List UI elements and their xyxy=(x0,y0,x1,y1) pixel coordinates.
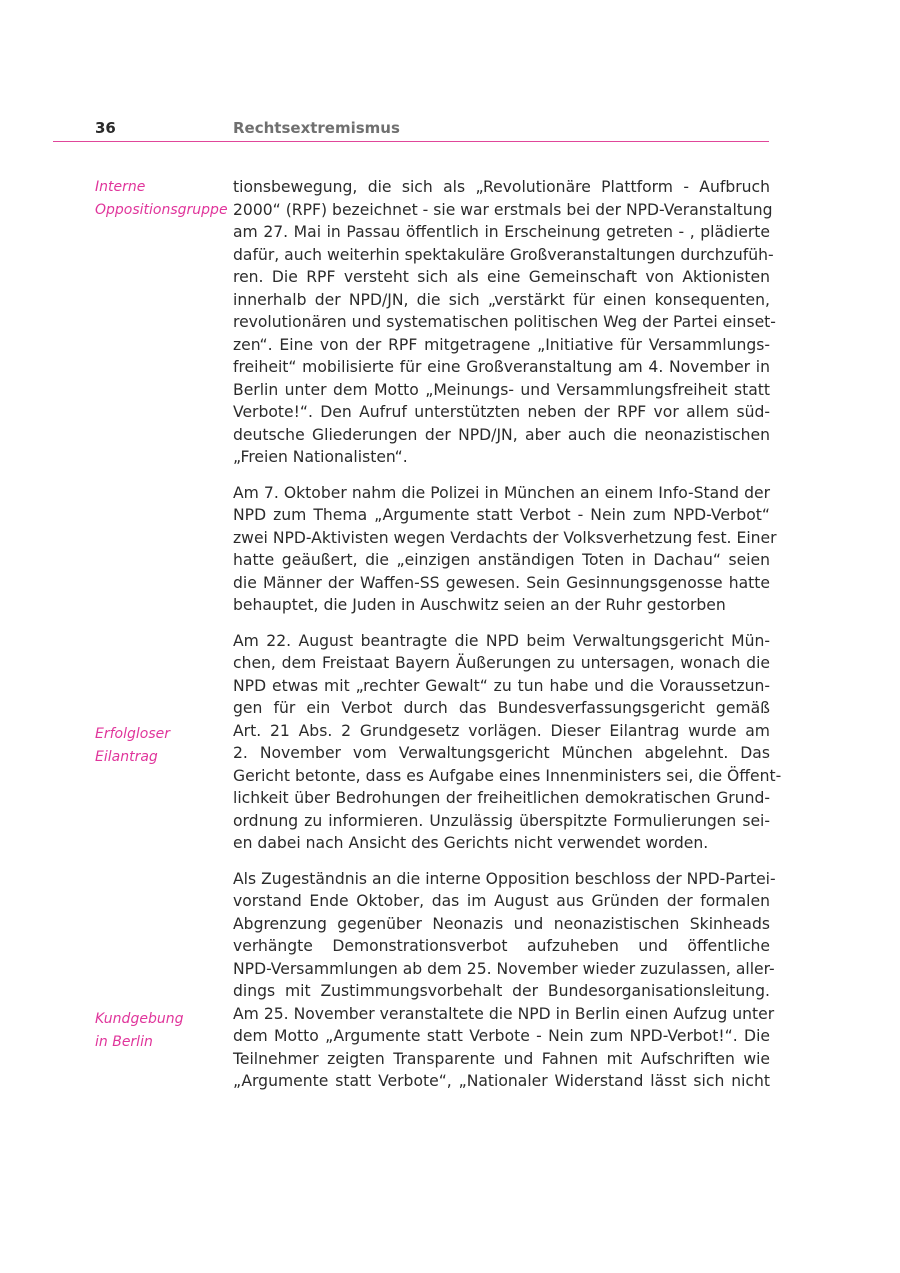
text-line: „Freien Nationalisten“. xyxy=(233,448,408,466)
margin-note-line: Oppositionsgruppe xyxy=(95,201,228,218)
text-line: 2000“ (RPF) bezeichnet - sie war erstmals bei der NPD-Veranstaltung xyxy=(233,200,773,219)
text-line: Teilnehmer zeigten Transparente und Fahnen mit Aufschriften wie xyxy=(233,1049,770,1068)
text-line: NPD zum Thema „Argumente statt Verbot - Nein zum NPD-Verbot“ xyxy=(233,506,770,524)
text-line: Am 7. Oktober nahm die Polizei in München an einem Info-Stand der xyxy=(233,483,770,502)
header-rule xyxy=(53,141,769,142)
text-line: verhängte Demonstrationsverbot aufzuheben und öffentliche xyxy=(233,937,770,955)
margin-note-line: Erfolgloser xyxy=(95,726,170,742)
text-line: revolutionären und systematischen politischen Weg der Partei einset- xyxy=(233,313,776,331)
text-line: NPD-Versammlungen ab dem 25. November wieder zuzulassen, aller- xyxy=(233,959,775,978)
margin-note-line: Kundgebung xyxy=(95,1011,184,1027)
text-line: dings mit Zustimmungsvorbehalt der Bundesorganisationsleitung. xyxy=(233,982,770,1000)
text-line: Als Zugeständnis an die interne Opposition beschloss der NPD-Partei- xyxy=(233,869,776,888)
margin-note-erfolgloser-eilantrag xyxy=(95,723,230,768)
running-head: Rechtsextremismus xyxy=(233,119,400,137)
text-line: ordnung zu informieren. Unzulässig überspitzte Formulierungen sei- xyxy=(233,811,770,830)
text-line: freiheit“ mobilisierte für eine Großveranstaltung am 4. November in xyxy=(233,358,770,376)
text-line: tionsbewegung, die sich als „Revolutionäre Plattform - Aufbruch xyxy=(233,178,770,196)
paragraph-rpf xyxy=(233,176,776,469)
margin-note-kundgebung-in-berlin xyxy=(95,1008,230,1053)
text-line: 2. November vom Verwaltungsgericht München abgelehnt. Das xyxy=(233,744,770,762)
paragraph-eilantrag xyxy=(233,630,782,855)
text-line: chen, dem Freistaat Bayern Äußerungen zu untersagen, wonach die xyxy=(233,654,770,672)
page-number: 36 xyxy=(95,119,116,137)
paragraph-infostand-muenchen xyxy=(233,482,777,617)
text-line: en dabei nach Ansicht des Gerichts nicht verwendet worden. xyxy=(233,834,709,852)
text-line: Am 25. November veranstaltete die NPD in Berlin einen Aufzug unter xyxy=(233,1004,775,1023)
margin-note-interne-oppositionsgruppe xyxy=(95,176,230,221)
text-line: zen“. Eine von der RPF mitgetragene „Initiative für Versammlungs- xyxy=(233,335,770,354)
body-text xyxy=(233,176,782,1106)
text-line: dafür, auch weiterhin spektakuläre Großveranstaltungen durchzufüh- xyxy=(233,245,774,264)
margin-note-line: in Berlin xyxy=(95,1033,153,1050)
text-line: innerhalb der NPD/JN, die sich „verstärkt für einen konsequenten, xyxy=(233,290,770,309)
text-line: Gericht betonte, dass es Aufgabe eines Innenministers sei, die Öffent- xyxy=(233,766,782,785)
text-line: gen für ein Verbot durch das Bundesverfassungsgericht gemäß xyxy=(233,699,770,717)
text-line: Am 22. August beantragte die NPD beim Verwaltungsgericht Mün- xyxy=(233,631,770,650)
text-line: zwei NPD-Aktivisten wegen Verdachts der Volksverhetzung fest. Einer xyxy=(233,528,777,547)
paragraph-kundgebung xyxy=(233,868,776,1093)
text-line: behauptet, die Juden in Auschwitz seien an der Ruhr gestorben xyxy=(233,596,726,614)
text-line: lichkeit über Bedrohungen der freiheitlichen demokratischen Grund- xyxy=(233,789,770,807)
text-line: vorstand Ende Oktober, das im August aus Gründen der formalen xyxy=(233,892,770,910)
text-line: deutsche Gliederungen der NPD/JN, aber auch die neonazistischen xyxy=(233,425,770,444)
margin-note-line: Interne xyxy=(95,179,146,195)
text-line: Berlin unter dem Motto „Meinungs- und Versammlungsfreiheit statt xyxy=(233,380,770,399)
text-line: NPD etwas mit „rechter Gewalt“ zu tun habe und die Voraussetzun- xyxy=(233,676,770,695)
text-line: Verbote!“. Den Aufruf unterstützten neben der RPF vor allem süd- xyxy=(233,403,770,421)
text-line: hatte geäußert, die „einzigen anständigen Toten in Dachau“ seien xyxy=(233,551,770,569)
text-line: dem Motto „Argumente statt Verbote - Nein zum NPD-Verbot!“. Die xyxy=(233,1027,770,1045)
text-line: „Argumente statt Verbote“, „Nationaler Widerstand lässt sich nicht xyxy=(233,1072,770,1090)
text-line: die Männer der Waffen-SS gewesen. Sein Gesinnungsgenosse hatte xyxy=(233,573,770,592)
text-line: am 27. Mai in Passau öffentlich in Erscheinung getreten - , plädierte xyxy=(233,223,770,241)
text-line: Abgrenzung gegenüber Neonazis und neonazistischen Skinheads xyxy=(233,914,770,933)
text-line: Art. 21 Abs. 2 Grundgesetz vorlägen. Dieser Eilantrag wurde am xyxy=(233,721,770,740)
margin-note-line: Eilantrag xyxy=(95,748,158,765)
text-line: ren. Die RPF versteht sich als eine Gemeinschaft von Aktionisten xyxy=(233,268,770,286)
